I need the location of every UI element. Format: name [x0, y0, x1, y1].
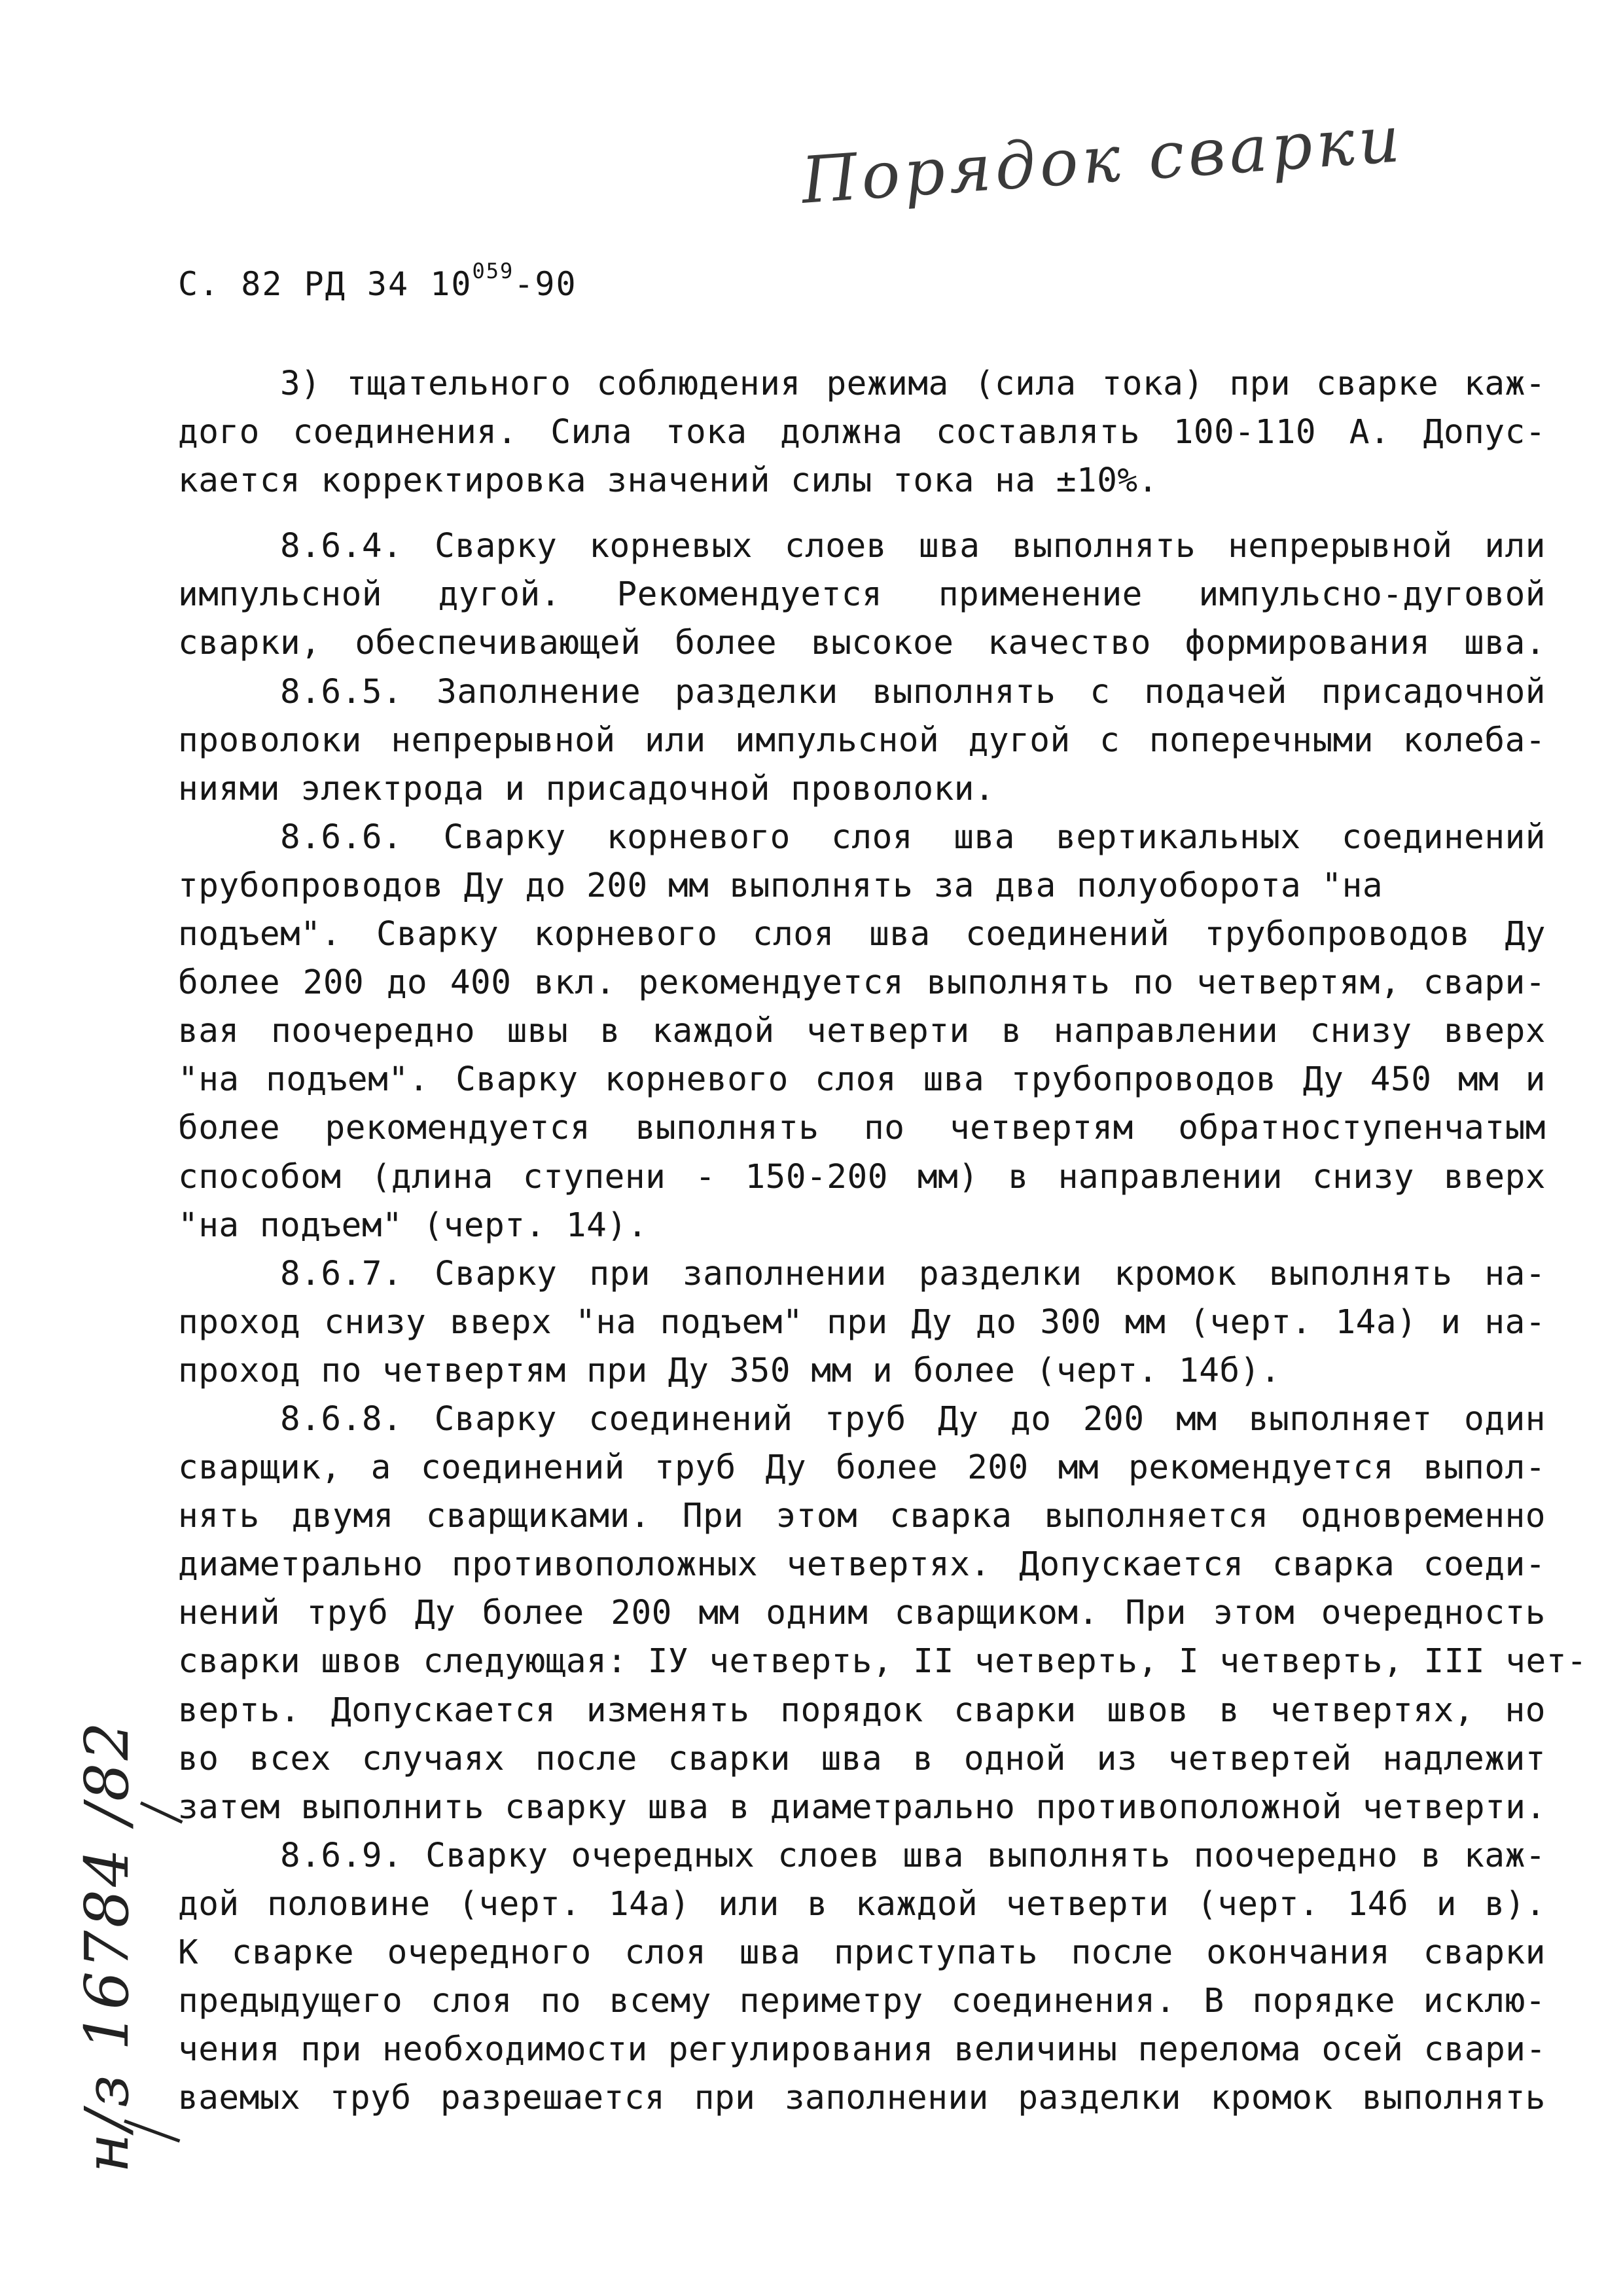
- body-text: [178, 360, 1588, 2123]
- text-line: нений труб Ду более 200 мм одним сварщиком. При этом очередность: [178, 1594, 1546, 1633]
- text-line: трубопроводов Ду до 200 мм выполнять за два полуоборота "на: [178, 866, 1383, 905]
- text-line: 8.6.8. Сварку соединений труб Ду до 200 мм выполняет один: [280, 1399, 1546, 1439]
- text-line: ваемых труб разрешается при заполнении разделки кромок выполнять: [178, 2079, 1546, 2118]
- text-line: диаметрально противоположных четвертях. Допускается сварка соеди-: [178, 1545, 1546, 1585]
- text-line: "на подъем" (черт. 14).: [178, 1206, 648, 1245]
- text-line: проход снизу вверх "на подъем" при Ду до 300 мм (черт. 14а) и на-: [178, 1302, 1546, 1342]
- doc-code-superscript: 059: [472, 259, 514, 283]
- text-line: К сварке очередного слоя шва приступать после окончания сварки: [178, 1933, 1546, 1972]
- text-line: дого соединения. Сила тока должна составлять 100-110 А. Допус-: [178, 413, 1546, 452]
- text-line: импульсной дугой. Рекомендуется применение импульсно-дуговой: [178, 575, 1546, 615]
- text-line: способом (длина ступени - 150-200 мм) в направлении снизу вверх: [178, 1157, 1546, 1196]
- handwritten-note: Порядок сварки: [799, 101, 1406, 219]
- text-line: чения при необходимости регулирования величины перелома осей свари-: [178, 2030, 1546, 2070]
- text-line: во всех случаях после сварки шва в одной из четвертей надлежит: [178, 1739, 1546, 1778]
- text-line: 8.6.6. Сварку корневого слоя шва вертикальных соединений: [280, 817, 1546, 857]
- text-line: дой половине (черт. 14а) или в каждой четверти (черт. 14б и в).: [178, 1884, 1546, 1924]
- document-code: [178, 259, 577, 303]
- text-line: 8.6.4. Сварку корневых слоев шва выполнять непрерывной или: [280, 527, 1546, 566]
- text-line: ниями электрода и присадочной проволоки.: [178, 769, 995, 808]
- text-line: подъем". Сварку корневого слоя шва соединений трубопроводов Ду: [178, 915, 1546, 954]
- text-line: 3) тщательного соблюдения режима (сила тока) при сварке каж-: [280, 365, 1546, 403]
- text-line: 8.6.9. Сварку очередных слоев шва выполнять поочередно в каж-: [280, 1836, 1546, 1875]
- text-line: сварки швов следующая: IУ четверть, II четверть, I четверть, III чет-: [178, 1642, 1588, 1681]
- text-line: верть. Допускается изменять порядок сварки швов в четвертях, но: [178, 1691, 1546, 1730]
- text-line: сварщик, а соединений труб Ду более 200 мм рекомендуется выпол-: [178, 1448, 1546, 1488]
- text-line: более 200 до 400 вкл. рекомендуется выполнять по четвертям, свари-: [178, 963, 1546, 1003]
- text-line: более рекомендуется выполнять по четвертям обратноступенчатым: [178, 1109, 1546, 1148]
- text-line: предыдущего слоя по всему периметру соединения. В порядке исклю-: [178, 1982, 1546, 2021]
- doc-code-suffix: -90: [514, 265, 577, 303]
- doc-code-prefix: С. 82 РД 34 10: [178, 265, 473, 303]
- text-line: сварки, обеспечивающей более высокое качество формирования шва.: [178, 624, 1546, 663]
- text-line: затем выполнить сварку шва в диаметрально противоположной четверти.: [178, 1787, 1546, 1827]
- margin-handwritten-note: н/з 16784 /82: [72, 1719, 142, 2173]
- text-line: вая поочередно швы в каждой четверти в направлении снизу вверх: [178, 1012, 1546, 1051]
- text-line: проход по четвертям при Ду 350 мм и более (черт. 14б).: [178, 1351, 1281, 1390]
- text-line: кается корректировка значений силы тока на ±10%.: [178, 461, 1158, 501]
- text-line: проволоки непрерывной или импульсной дугой с поперечными колеба-: [178, 721, 1546, 760]
- text-line: 8.6.5. Заполнение разделки выполнять с подачей присадочной: [280, 672, 1546, 711]
- text-line: нять двумя сварщиками. При этом сварка выполняется одновременно: [178, 1497, 1546, 1536]
- margin-bracket-stroke: [140, 1801, 183, 1823]
- text-line: "на подъем". Сварку корневого слоя шва трубопроводов Ду 450 мм и: [178, 1060, 1546, 1100]
- text-line: 8.6.7. Сварку при заполнении разделки кромок выполнять на-: [280, 1254, 1546, 1293]
